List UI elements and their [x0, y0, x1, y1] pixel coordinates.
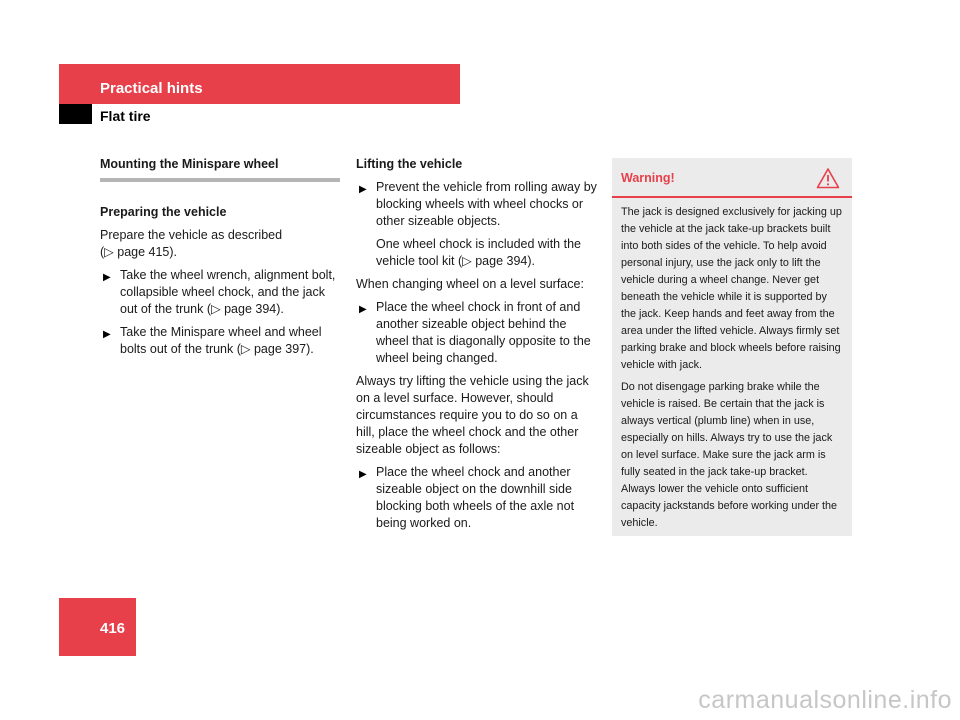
header-marker: [59, 104, 92, 124]
step-note: One wheel chock is included with the vehicle tool kit (▷ page 394).: [376, 237, 581, 268]
intro-text: [100, 227, 340, 261]
watermark: carmanualsonline.info: [698, 686, 952, 714]
warning-triangle-icon: [816, 167, 840, 189]
section-title: Practical hints: [100, 80, 203, 97]
warning-paragraph: The jack is designed exclusively for jacking up the vehicle at the jack take-up brackets built into both sides of the vehicle. To help avoid personal injury, use the jack only to lift the vehicle during a wheel change. Never get beneath the vehicle while it is supported by the jack. Keep hands and feet away from the area under the lifted vehicle. Always firmly set parking brake and block wheels before raising vehicle with jack.: [621, 206, 842, 371]
step-item: [100, 324, 340, 358]
page-reference-link[interactable]: (▷ page 415).: [100, 245, 178, 259]
section-heading: Mounting the Minispare wheel: [100, 157, 279, 171]
page-number: 416: [100, 620, 126, 637]
bullet-arrow-icon: ▶: [359, 184, 367, 195]
section-heading: Lifting the vehicle: [356, 157, 463, 171]
step-text: Take the wheel wrench, alignment bolt, collapsible wheel chock, and the jack out of the trunk (▷ page 394).: [120, 268, 336, 316]
step-text: Place the wheel chock in front of and another sizeable object behind the wheel that is diagonally opposite to the wheel being changed.: [376, 300, 591, 365]
step-text: Place the wheel chock and another sizeable object on the downhill side blocking both wheels of the axle not being worked on.: [376, 465, 575, 530]
middle-column: [356, 156, 598, 538]
page-subtitle: Flat tire: [100, 108, 151, 124]
step-item: [356, 179, 598, 230]
bullet-arrow-icon: ▶: [359, 304, 367, 315]
heading-rule: [100, 178, 340, 182]
step-item: [356, 464, 598, 532]
paragraph: When changing wheel on a level surface:: [356, 277, 584, 291]
bullet-arrow-icon: ▶: [103, 329, 111, 340]
paragraph: Always try lifting the vehicle using the jack on a level surface. However, should circumstances require you to do so on a hill, place the wheel chock and the other sizeable object as follows:: [356, 374, 589, 456]
subheading: Preparing the vehicle: [100, 205, 227, 219]
step-item: [100, 267, 340, 318]
left-column: [100, 156, 340, 364]
bullet-arrow-icon: ▶: [359, 469, 367, 480]
intro-line: Prepare the vehicle as described: [100, 228, 283, 242]
step-item: [356, 299, 598, 367]
warning-body: [612, 198, 852, 532]
step-text: Prevent the vehicle from rolling away by blocking wheels with wheel chocks or other sizeable objects.: [376, 180, 597, 228]
step-text: Take the Minispare wheel and wheel bolts out of the trunk (▷ page 397).: [120, 325, 322, 356]
warning-paragraph: Do not disengage parking brake while the vehicle is raised. Be certain that the jack is always vertical (plumb line) when in use, especially on hills. Always try to use the jack on level surface. Make sure the jack arm is fully seated in the jack take-up bracket. Always lower the vehicle onto sufficient capacity jackstands before working under the vehicle.: [621, 381, 838, 529]
bullet-arrow-icon: ▶: [103, 272, 111, 283]
warning-box: [612, 158, 852, 536]
warning-header: [612, 158, 852, 198]
warning-title: Warning!: [621, 171, 675, 185]
